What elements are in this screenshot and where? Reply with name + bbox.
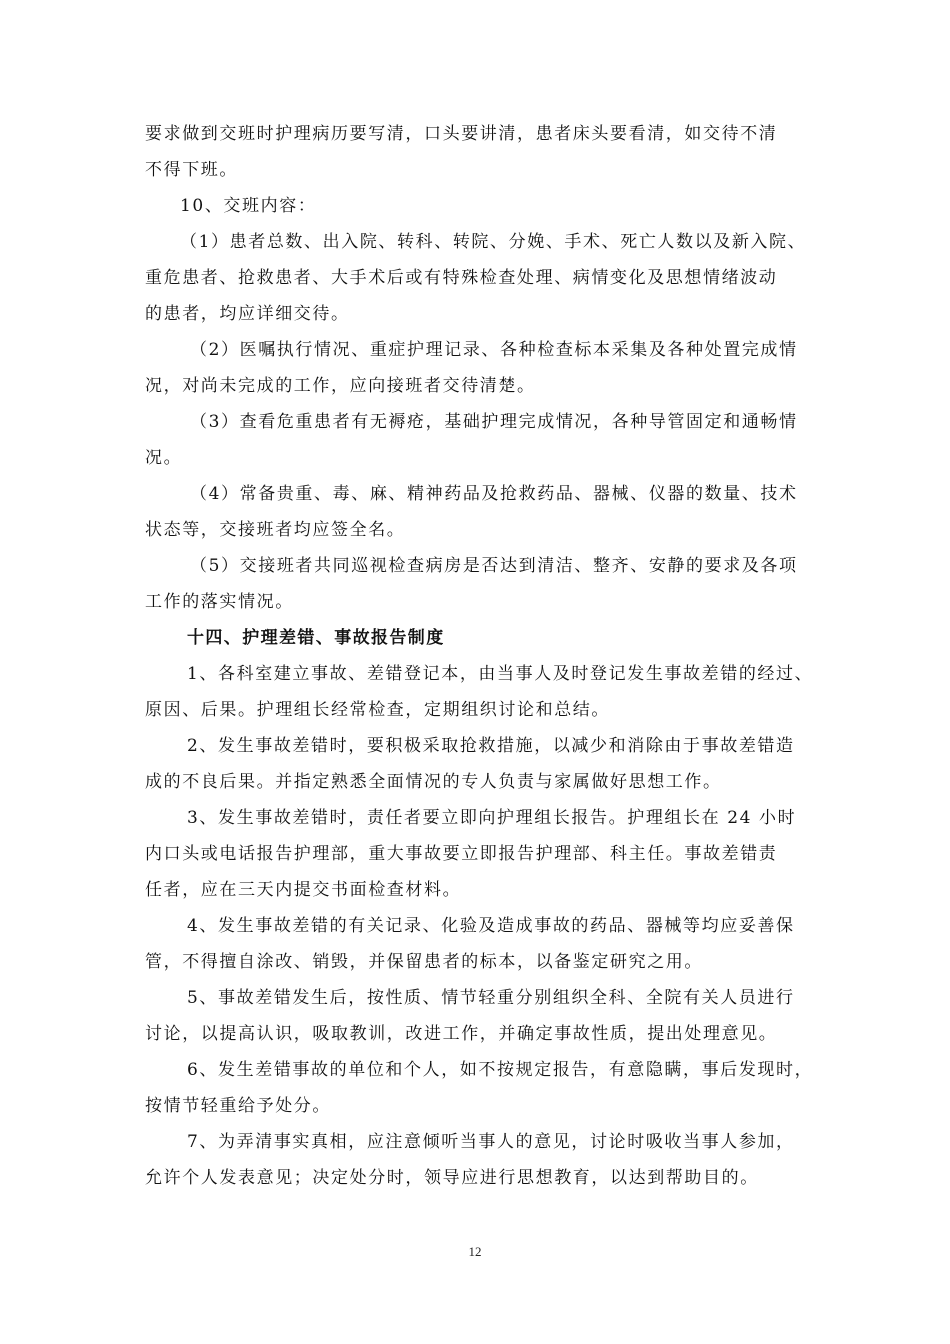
text-line: 2、发生事故差错时，要积极采取抢救措施，以减少和消除由于事故差错造 bbox=[187, 736, 795, 756]
text-line: 任者，应在三天内提交书面检查材料。 bbox=[145, 880, 462, 900]
text-line: 讨论，以提高认识，吸取教训，改进工作，并确定事故性质，提出处理意见。 bbox=[145, 1024, 778, 1044]
text-line: （3）查看危重患者有无褥疮，基础护理完成情况，各种导管固定和通畅情 bbox=[190, 412, 798, 432]
document-body bbox=[145, 116, 813, 1196]
page-number: 12 bbox=[468, 1244, 482, 1259]
text-line: 管，不得擅自涂改、销毁，并保留患者的标本，以备鉴定研究之用。 bbox=[145, 952, 703, 972]
text-line: 6、发生差错事故的单位和个人，如不按规定报告，有意隐瞒，事后发现时， bbox=[187, 1060, 814, 1080]
text-line: 3、发生事故差错时，责任者要立即向护理组长报告。护理组长在 24 小时 bbox=[187, 808, 797, 828]
text-line: 按情节轻重给予处分。 bbox=[145, 1096, 331, 1116]
text-line: 7、为弄清事实真相，应注意倾听当事人的意见，讨论时吸收当事人参加， bbox=[187, 1132, 795, 1152]
text-line: （5）交接班者共同巡视检查病房是否达到清洁、整齐、安静的要求及各项 bbox=[190, 556, 798, 576]
section-item-heading: 10、交班内容： bbox=[180, 196, 317, 216]
text-line: 工作的落实情况。 bbox=[145, 592, 294, 612]
text-line: （1）患者总数、出入院、转科、转院、分娩、手术、死亡人数以及新入院、 bbox=[180, 232, 807, 252]
text-line: 况，对尚未完成的工作，应向接班者交待清楚。 bbox=[145, 376, 536, 396]
text-line: 成的不良后果。并指定熟悉全面情况的专人负责与家属做好思想工作。 bbox=[145, 772, 722, 792]
text-line: 的患者，均应详细交待。 bbox=[145, 304, 350, 324]
text-line: 4、发生事故差错的有关记录、化验及造成事故的药品、器械等均应妥善保 bbox=[187, 916, 795, 936]
text-line: 内口头或电话报告护理部，重大事故要立即报告护理部、科主任。事故差错责 bbox=[145, 844, 778, 864]
text-line: （2）医嘱执行情况、重症护理记录、各种检查标本采集及各种处置完成情 bbox=[190, 340, 798, 360]
section-heading: 十四、护理差错、事故报告制度 bbox=[187, 628, 445, 648]
text-line: 允许个人发表意见；决定处分时，领导应进行思想教育，以达到帮助目的。 bbox=[145, 1168, 759, 1188]
text-line: 1、各科室建立事故、差错登记本，由当事人及时登记发生事故差错的经过、 bbox=[187, 664, 814, 684]
text-line: 原因、后果。护理组长经常检查，定期组织讨论和总结。 bbox=[145, 700, 610, 720]
text-line: 5、事故差错发生后，按性质、情节轻重分别组织全科、全院有关人员进行 bbox=[187, 988, 795, 1008]
text-line: 不得下班。 bbox=[145, 160, 238, 180]
text-line: 要求做到交班时护理病历要写清，口头要讲清，患者床头要看清，如交待不清 bbox=[145, 124, 778, 144]
text-line: （4）常备贵重、毒、麻、精神药品及抢救药品、器械、仪器的数量、技术 bbox=[190, 484, 798, 504]
text-line: 重危患者、抢救患者、大手术后或有特殊检查处理、病情变化及思想情绪波动 bbox=[145, 268, 778, 288]
text-line: 状态等，交接班者均应签全名。 bbox=[145, 520, 406, 540]
text-line: 况。 bbox=[145, 448, 183, 468]
